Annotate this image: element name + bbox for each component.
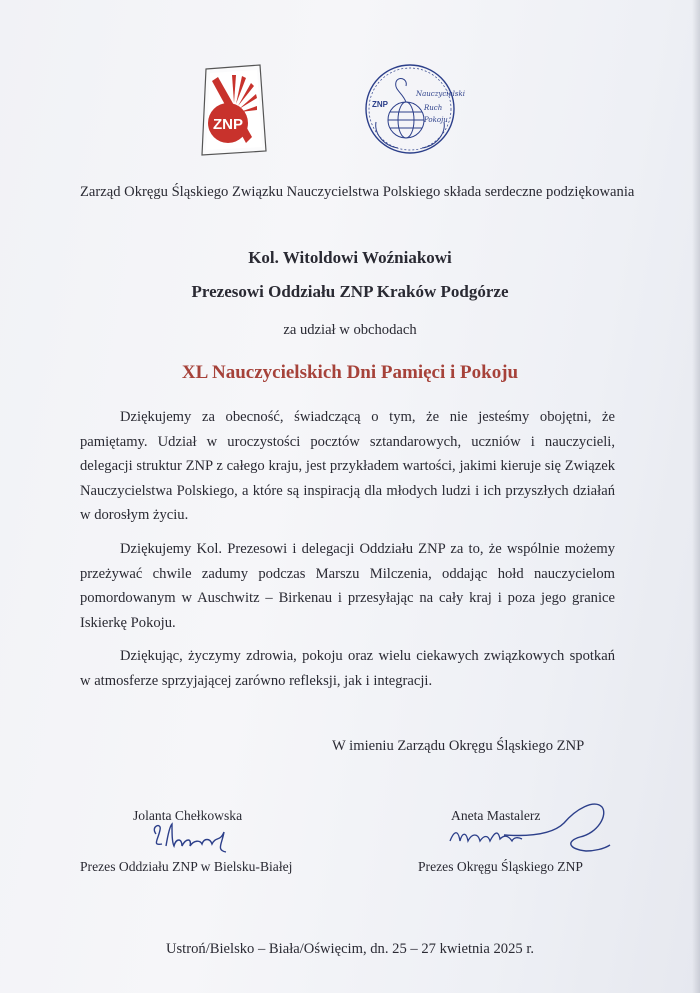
signatory-2-role: Prezes Okręgu Śląskiego ZNP	[418, 859, 583, 874]
body-paragraph-3: Dziękując, życzymy zdrowia, pokoju oraz wielu ciekawych związkowych spotkań w atmosferze sprzyjającej zarówno refleksji, jak i integracji.	[80, 648, 615, 689]
letter-body	[80, 405, 615, 703]
occasion-line: za udział w obchodach	[283, 322, 417, 338]
svg-text:Nauczycielski: Nauczycielski	[416, 90, 465, 98]
svg-text:ZNP: ZNP	[372, 100, 388, 109]
place-and-date: Ustroń/Bielsko – Biała/Oświęcim, dn. 25 – 27 kwietnia 2025 r.	[165, 941, 535, 957]
teachers-peace-movement-logo	[362, 62, 465, 156]
signatory-1-role: Prezes Oddziału ZNP w Bielsku-Białej	[80, 859, 293, 874]
paper-edge-shadow	[692, 0, 700, 993]
intro-text: Zarząd Okręgu Śląskiego Związku Nauczycielstwa Polskiego składa serdeczne podziękowania	[80, 184, 635, 200]
signature-2-handwritten	[444, 793, 614, 853]
svg-text:Pokoju: Pokoju	[424, 116, 448, 124]
signatory-1-name: Jolanta Chełkowska	[133, 808, 243, 823]
signatory-2-name: Aneta Mastalerz	[451, 808, 541, 823]
event-title: XL Nauczycielskich Dni Pamięci i Pokoju	[181, 362, 519, 383]
recipient-name: Kol. Witoldowi Woźniakowi	[248, 248, 452, 267]
znp-logo	[196, 63, 268, 157]
on-behalf-line: W imieniu Zarządu Okręgu Śląskiego ZNP	[332, 738, 585, 754]
svg-text:Ruch: Ruch	[424, 104, 443, 112]
svg-text:ZNP: ZNP	[213, 116, 243, 133]
body-paragraph-2: Dziękujemy Kol. Prezesowi i delegacji Oddziału ZNP za to, że wspólnie możemy przeżywać chwile zadumy podczas Marszu Milczenia, oddając hołd nauczycielom pomordowanym w Auschwitz – Birkenau i przesyłając na cały kraj i poza jego granice Iskierkę Pokoju.	[80, 540, 615, 631]
body-paragraph-1: Dziękujemy za obecność, świadczącą o tym, że nie jesteśmy obojętni, że pamiętamy. Udział w uroczystości pocztów sztandarowych, uczniów i nauczycieli, delegacji struktur ZNP z całego kraju, jest przykładem wartości, jakimi kieruje się Związek Nauczycielstwa Polskiego, a które są inspiracją dla młodych ludzi i ich przyszłych działań w dorosłym życiu.	[80, 409, 615, 524]
recipient-title: Prezesowi Oddziału ZNP Kraków Podgórze	[191, 282, 509, 301]
signature-1-handwritten	[146, 816, 236, 856]
